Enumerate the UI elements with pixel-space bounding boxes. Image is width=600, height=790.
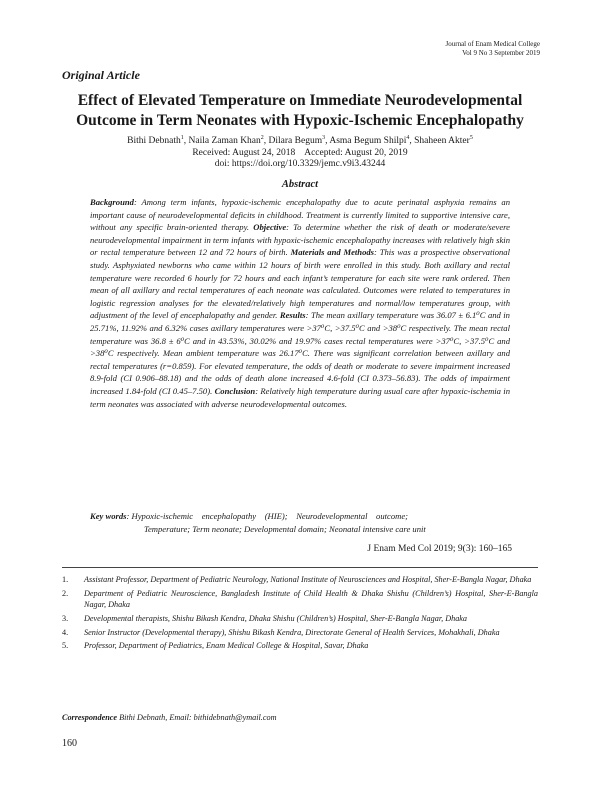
author-affiliation-mark: 5 xyxy=(469,135,473,141)
author-name: Bithi Debnath xyxy=(127,136,181,147)
author-affiliation-mark: 4 xyxy=(406,135,410,141)
footnote-text: Department of Pediatric Neuroscience, Bangladesh Institute of Child Health & Dhaka Shishu (Children’s) Hospital, Sher-E-Bangla Nagar, Dhaka xyxy=(84,588,538,609)
footnote-number: 4. xyxy=(62,627,69,637)
methods-label: Materials and Methods xyxy=(290,247,375,258)
footnote-number: 1. xyxy=(62,575,69,584)
authors-block xyxy=(40,133,560,171)
journal-header xyxy=(446,40,540,58)
correspondence xyxy=(62,713,276,722)
keywords-line-2: Temperature; Term neonate; Developmental domain; Neonatal intensive care unit xyxy=(144,523,426,534)
background-text: : Among term infants, hypoxic-ischemic encephalopathy due to acute perinatal asphyxia remains an important cause of neurodevelopmental deficits in childhood. Treatment is currently limited to supportive intensive care, without any specific brain-oriented therapy. xyxy=(90,197,510,233)
journal-issue: Vol 9 No 3 September 2019 xyxy=(462,49,540,57)
article-title xyxy=(40,91,560,131)
author-list: Bithi Debnath$^1$, Naila Zaman Khan$^2$, Dilara Begum$^3$, Asma Begum Shilpi$^4$, Shaheen Akter$^5$ xyxy=(127,135,473,147)
received-accepted-dates: Received: August 24, 2018 Accepted: August 20, 2019 xyxy=(192,147,408,158)
footnote-number: 5. xyxy=(62,641,69,651)
author-name: Dilara Begum xyxy=(268,136,323,147)
footnote-item xyxy=(62,627,538,638)
abstract-body xyxy=(90,196,510,410)
author-affiliation-mark: 1 xyxy=(180,135,184,141)
article-type: Original Article xyxy=(62,68,140,82)
doi-link[interactable]: doi: https://doi.org/10.3329/jemc.v9i3.43244 xyxy=(214,159,386,170)
page-number: 160 xyxy=(62,738,77,749)
footnote-text: Assistant Professor, Department of Pediatric Neurology, National Institute of Neurosciences and Hospital, Sher-E-Bangla Nagar, Dhaka xyxy=(84,575,532,584)
journal-name: Journal of Enam Medical College xyxy=(445,40,540,48)
author-name: Asma Begum Shilpi xyxy=(329,136,407,147)
footnote-divider xyxy=(62,567,538,568)
author-affiliation-mark: 2 xyxy=(260,135,264,141)
correspondence-label: Correspondence xyxy=(62,713,118,722)
results-label: Results xyxy=(279,310,306,321)
footnote-text: Developmental therapists, Shishu Bikash Kendra, Dhaka Shishu (Children’s) Hospital, Sher-E-Bangla Nagar, Dhaka xyxy=(84,613,468,623)
footnote-item xyxy=(62,588,538,610)
title-line-1: Effect of Elevated Temperature on Immediate Neurodevelopmental xyxy=(77,92,523,109)
keywords-block xyxy=(90,510,510,535)
results-text: : The mean axillary temperature was 36.07 ± 6.1⁰C and in 25.71%, 11.92% and 6.32% cases axillary temperatures were >37⁰C, >37.5⁰C and >38⁰C respectively. The mean rectal temperature was 36.8 ± 6⁰C and in 43.53%, 30.02% and 19.97% cases rectal temperatures were >37⁰C, >37.5⁰C and >38⁰C respectively. Mean ambient temperature was 26.17⁰C. There was significant correlation between axillary and rectal temperatures (r=0.859). For elevated temperature, the odds of death or moderate to severe impairment increased 8.9-fold (CI 0.906–88.18) and the odds of death alone increased 4.6-fold (CI 0.373–56.83). The odds of impairment increased 1.84-fold (CI 0.45–7.50). xyxy=(90,310,510,396)
affiliation-footnotes xyxy=(62,574,538,654)
footnote-text: Senior Instructor (Developmental therapy), Shishu Bikash Kendra, Directorate General of Health Services, Mohakhali, Dhaka xyxy=(84,627,500,637)
correspondence-email[interactable]: Bithi Debnath, Email: bithidebnath@ymail.com xyxy=(117,713,277,722)
abstract-heading: Abstract xyxy=(281,179,319,190)
methods-text: : This was a prospective observational study. Asphyxiated newborns who came within 12 hours of birth were enrolled in this study. Both axillary and rectal temperature were recorded 6 hourly for 72 hours and each infant’s temperature for each site were rank ordered. Then mean of all axillary and rectal temperatures of each neonate was calculated. Outcomes were related to temperatures in logistic regression analyses for the elevated/relatively high temperatures and normal/low temperatures group, with adjustment of the level of encephalopathy and gender. xyxy=(90,247,510,321)
author-name: Naila Zaman Khan xyxy=(188,136,261,147)
citation: J Enam Med Col 2019; 9(3): 160–165 xyxy=(367,544,512,554)
objective-label: Objective xyxy=(253,222,287,233)
conclusion-label: Conclusion xyxy=(214,385,256,396)
background-label: Background xyxy=(90,197,134,207)
title-line-2: Outcome in Term Neonates with Hypoxic-Ischemic Encephalopathy xyxy=(76,112,524,129)
keywords-label: Key words xyxy=(90,511,127,521)
footnote-number: 2. xyxy=(62,588,69,598)
objective-text: : To determine whether the risk of death or moderate/severe neurodevelopmental impairment in term infants with hypoxic-ischemic encephalopathy increases with relatively high skin or rectal temperature between 12 and 72 hours of birth. xyxy=(90,222,510,258)
keywords-line-1: : Hypoxic-ischemic encephalopathy (HIE); Neurodevelopmental outcome; xyxy=(126,511,409,521)
footnote-item xyxy=(62,574,538,585)
author-affiliation-mark: 3 xyxy=(322,135,326,141)
footnote-item xyxy=(62,613,538,624)
author-name: Shaheen Akter xyxy=(414,136,470,147)
conclusion-text: : Relatively high temperature during usual care after hypoxic-ischemia in term neonates was associated with adverse neurodevelopmental outcomes. xyxy=(90,385,510,409)
footnote-text: Professor, Department of Pediatrics, Enam Medical College & Hospital, Savar, Dhaka xyxy=(84,641,369,651)
footnote-item xyxy=(62,640,538,651)
footnote-number: 3. xyxy=(62,613,69,623)
